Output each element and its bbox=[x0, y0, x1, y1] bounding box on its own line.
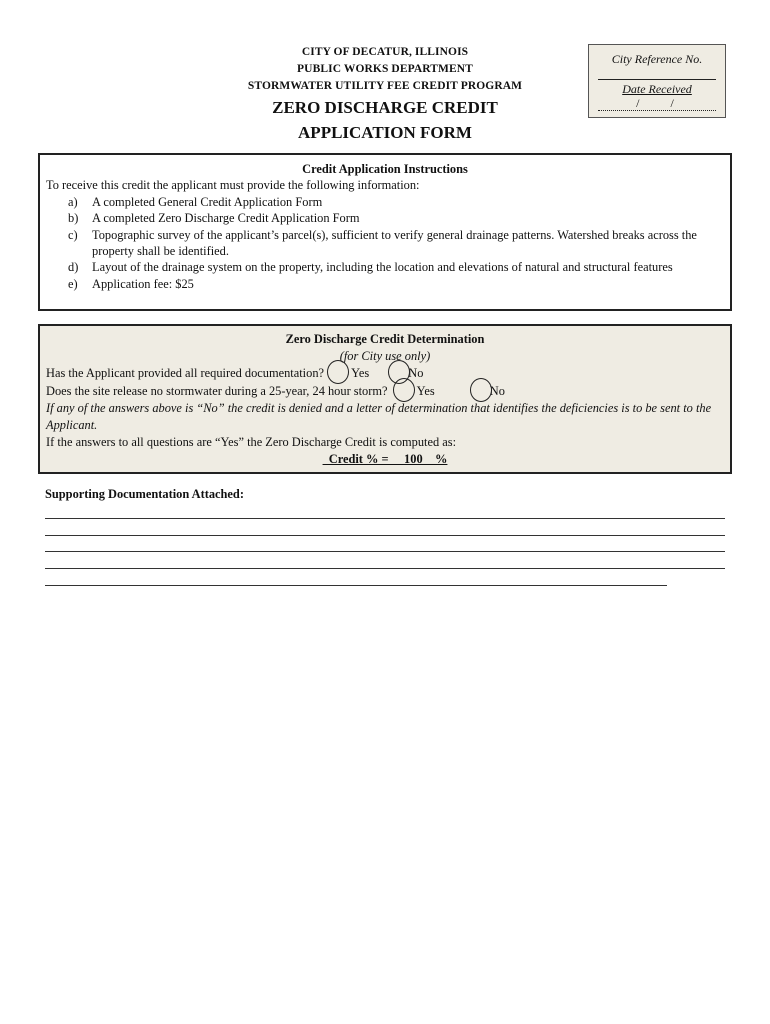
program-name: STORMWATER UTILITY FEE CREDIT PROGRAM bbox=[247, 80, 523, 92]
stormwater-no-label: No bbox=[489, 383, 505, 398]
list-item bbox=[40, 276, 730, 292]
documentation-yes-option[interactable] bbox=[341, 365, 369, 382]
question-stormwater-text: Does the site release no stormwater during a 25-year, 24 hour storm? bbox=[46, 383, 388, 398]
determination-subtitle: (for City use only) bbox=[339, 349, 431, 364]
department-name: PUBLIC WORKS DEPARTMENT bbox=[297, 63, 473, 75]
list-item-text: Topographic survey of the applicant’s parcel(s), sufficient to verify general drainage patterns. Watershed breaks across the property shall be identified. bbox=[92, 227, 697, 259]
city-reference-field[interactable] bbox=[598, 79, 716, 80]
instructions-intro: To receive this credit the applicant must provide the following information: bbox=[46, 178, 420, 193]
city-name: CITY OF DECATUR, ILLINOIS bbox=[301, 46, 469, 58]
documentation-line[interactable] bbox=[45, 569, 667, 586]
stormwater-no-option[interactable] bbox=[486, 383, 505, 400]
instructions-box bbox=[38, 153, 732, 311]
stormwater-yes-radio[interactable] bbox=[393, 378, 415, 402]
list-marker: a) bbox=[68, 194, 78, 209]
list-marker: c) bbox=[68, 227, 78, 242]
supporting-documentation-title: Supporting Documentation Attached: bbox=[45, 487, 244, 501]
list-item-text: Application fee: $25 bbox=[92, 276, 194, 291]
list-item bbox=[40, 259, 730, 275]
list-item-text: A completed General Credit Application Form bbox=[92, 194, 323, 209]
form-title-line-2: APPLICATION FORM bbox=[298, 123, 472, 142]
list-item bbox=[40, 227, 730, 260]
supporting-documentation bbox=[45, 487, 725, 586]
form-title-line-1: ZERO DISCHARGE CREDIT bbox=[272, 98, 498, 117]
list-marker: e) bbox=[68, 276, 78, 291]
date-received-label: Date Received bbox=[622, 82, 692, 96]
form-header bbox=[200, 44, 570, 145]
denial-note: If any of the answers above is “No” the credit is denied and a letter of determination that identifies the deficiencies is to be sent to the Applicant. bbox=[46, 400, 712, 433]
determination-box bbox=[38, 324, 732, 474]
stormwater-yes-option[interactable] bbox=[405, 383, 435, 400]
list-item-text: A completed Zero Discharge Credit Application Form bbox=[92, 211, 360, 226]
documentation-yes-radio[interactable] bbox=[327, 360, 349, 384]
documentation-line[interactable] bbox=[45, 502, 725, 519]
instructions-title: Credit Application Instructions bbox=[302, 162, 468, 176]
list-marker: d) bbox=[68, 260, 79, 275]
credit-percentage-value: Credit % = 100 % bbox=[322, 452, 448, 467]
documentation-no-label: No bbox=[408, 366, 424, 381]
city-reference-box bbox=[588, 44, 726, 118]
question-documentation bbox=[40, 365, 730, 382]
stormwater-yes-label: Yes bbox=[416, 383, 435, 398]
documentation-line[interactable] bbox=[45, 519, 725, 536]
stormwater-no-radio[interactable] bbox=[470, 378, 492, 402]
list-item bbox=[40, 210, 730, 226]
list-item-text: Layout of the drainage system on the property, including the location and elevations of natural and structural features bbox=[92, 260, 673, 275]
instructions-list bbox=[40, 194, 730, 292]
list-marker: b) bbox=[68, 211, 79, 226]
determination-title: Zero Discharge Credit Determination bbox=[285, 332, 485, 346]
question-stormwater bbox=[40, 383, 730, 400]
date-received-field[interactable]: / / bbox=[598, 97, 716, 111]
credit-percentage bbox=[40, 451, 730, 468]
computation-text: If the answers to all questions are “Yes” the Zero Discharge Credit is computed as: bbox=[46, 435, 457, 450]
documentation-line[interactable] bbox=[45, 552, 725, 569]
documentation-line[interactable] bbox=[45, 536, 725, 553]
question-documentation-text: Has the Applicant provided all required documentation? bbox=[46, 366, 325, 381]
list-item bbox=[40, 194, 730, 210]
documentation-yes-label: Yes bbox=[351, 366, 370, 381]
city-reference-label: City Reference No. bbox=[611, 52, 703, 66]
